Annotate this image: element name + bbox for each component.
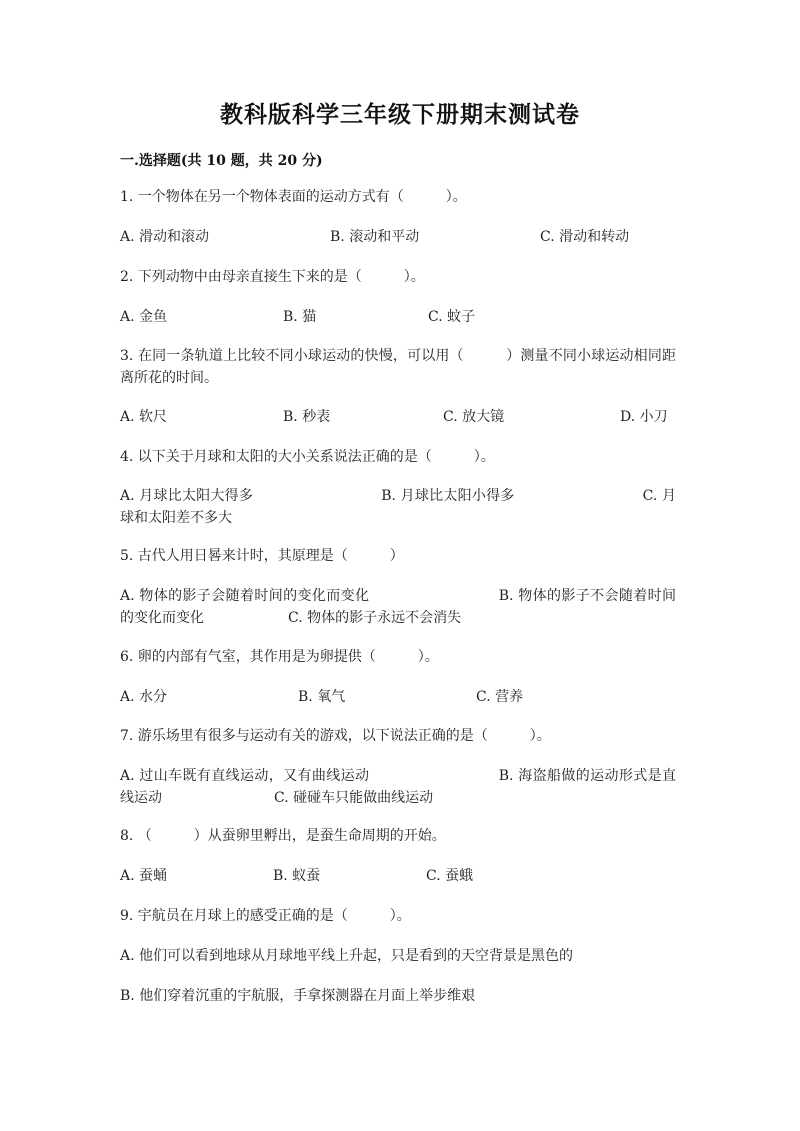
section-header: 一.选择题(共 10 题，共 20 分) bbox=[120, 153, 323, 169]
question-6-option-c: C. 营养 bbox=[476, 689, 524, 705]
question-4-options: A. 月球比太阳大得多 B. 月球比太阳小得多 C. 月球和太阳差不多大 bbox=[120, 488, 676, 526]
question-7-options: A. 过山车既有直线运动，又有曲线运动 B. 海盗船做的运动形式是直线运动 C. 碰碰车只能做曲线运动 bbox=[120, 768, 676, 806]
question-3-option-c: C. 放大镜 bbox=[443, 409, 505, 425]
question-5-stem: 5. 古代人用日晷来计时，其原理是（ ） bbox=[120, 548, 404, 564]
question-3-option-d: D. 小刀 bbox=[620, 409, 668, 425]
question-6-stem: 6. 卵的内部有气室，其作用是为卵提供（ ）。 bbox=[120, 649, 439, 665]
question-3-option-b: B. 秒表 bbox=[283, 409, 331, 425]
question-6-option-a: A. 水分 bbox=[120, 689, 168, 705]
question-1-stem: 1. 一个物体在另一个物体表面的运动方式有（ ）。 bbox=[120, 189, 467, 205]
question-2-option-c: C. 蚊子 bbox=[428, 309, 476, 325]
question-2-stem: 2. 下列动物中由母亲直接生下来的是（ ）。 bbox=[120, 269, 425, 285]
document-title: 教科版科学三年级下册期末测试卷 bbox=[220, 101, 580, 128]
question-7-stem: 7. 游乐场里有很多与运动有关的游戏，以下说法正确的是（ ）。 bbox=[120, 728, 551, 744]
question-9-stem: 9. 宇航员在月球上的感受正确的是（ ）。 bbox=[120, 908, 411, 924]
question-2-option-b: B. 猫 bbox=[283, 309, 317, 325]
question-5-options: A. 物体的影子会随着时间的变化而变化 B. 物体的影子不会随着时间的变化而变化 C. 物体的影子永远不会消失 bbox=[120, 588, 676, 626]
question-6-option-b: B. 氧气 bbox=[298, 689, 346, 705]
question-1-option-b: B. 滚动和平动 bbox=[330, 229, 420, 245]
question-1-option-a: A. 滑动和滚动 bbox=[120, 229, 210, 245]
question-8-option-c: C. 蚕蛾 bbox=[426, 868, 474, 884]
question-9-option-b: B. 他们穿着沉重的宇航服，手拿探测器在月面上举步维艰 bbox=[120, 988, 476, 1004]
question-4-stem: 4. 以下关于月球和太阳的大小关系说法正确的是（ ）。 bbox=[120, 449, 495, 465]
question-8-option-a: A. 蚕蛹 bbox=[120, 868, 168, 884]
question-2-option-a: A. 金鱼 bbox=[120, 309, 168, 325]
question-9-option-a: A. 他们可以看到地球从月球地平线上升起，只是看到的天空背景是黑色的 bbox=[120, 948, 574, 964]
question-8-stem: 8. （ ）从蚕卵里孵出，是蚕生命周期的开始。 bbox=[120, 828, 446, 844]
question-3-stem: 3. 在同一条轨道上比较不同小球运动的快慢，可以用（ ）测量不同小球运动相同距离所花的时间。 bbox=[120, 348, 676, 386]
question-3-option-a: A. 软尺 bbox=[120, 409, 168, 425]
question-8-option-b: B. 蚁蚕 bbox=[273, 868, 321, 884]
question-1-option-c: C. 滑动和转动 bbox=[540, 229, 630, 245]
